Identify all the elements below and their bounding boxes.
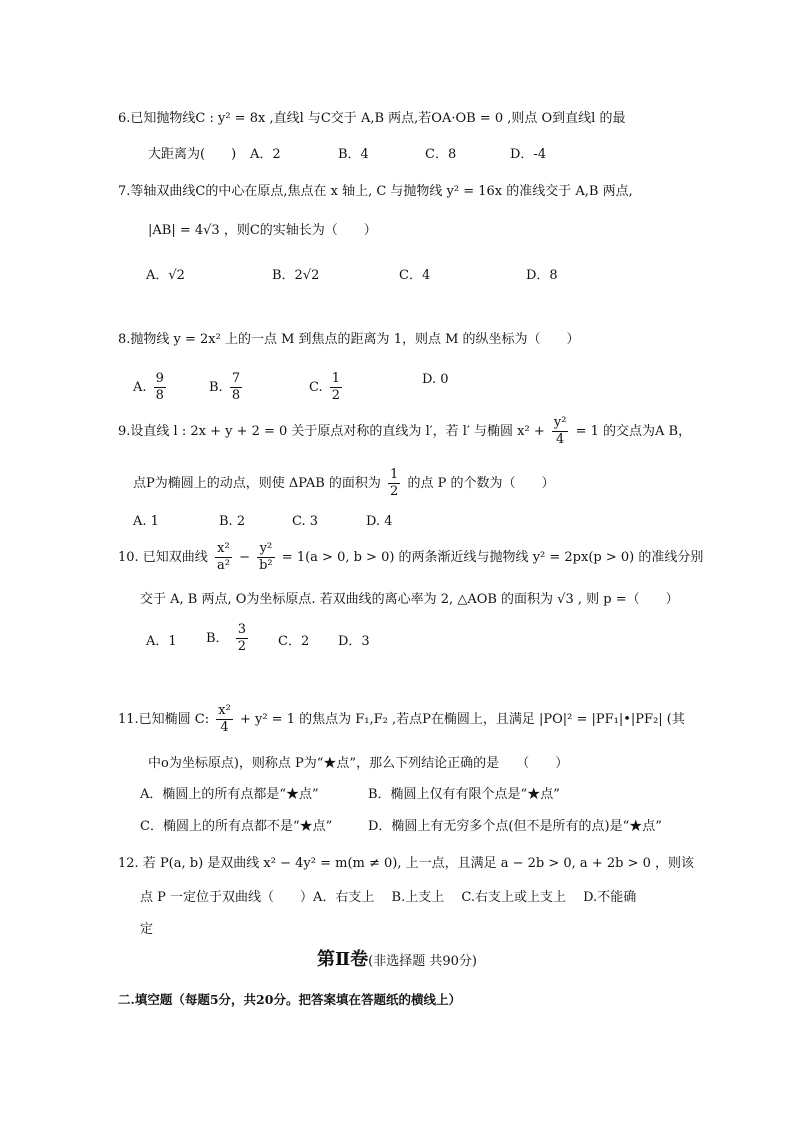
q11-frac-den: 4	[220, 720, 229, 735]
q10-option-b-num: 3	[237, 622, 246, 637]
q8-option-d: D. 0	[422, 372, 449, 387]
q10-frac-x-den: a²	[216, 558, 230, 573]
q10-option-b-den: 2	[237, 639, 246, 654]
q8-option-a	[133, 371, 169, 404]
q8-option-a-label: A.	[133, 380, 147, 395]
q8-option-c	[309, 371, 345, 404]
q6-option-b: B．4	[338, 147, 369, 162]
q9-stem-part1: 9.设直线 l : 2x + y + 2 = 0 关于原点对称的直线为 l′，若 l′ 与椭圆 x² +	[118, 424, 545, 439]
q11-option-b: B．椭圆上仅有有限个点是“★点”	[368, 787, 560, 802]
q9-option-c: C. 3	[292, 514, 319, 529]
q8-option-a-num: 9	[155, 371, 164, 386]
section-ii-subtitle: (非选择题 共90分)	[368, 954, 477, 969]
q9-stem-cont-frac-num: 1	[390, 467, 399, 482]
q6-stem: 6.已知抛物线C : y² = 8x ,直线l 与C交于 A,B 两点,若OA·OB = 0 ,则点 O到直线l 的最	[118, 111, 626, 126]
q10-minus: −	[239, 550, 250, 565]
q10-stem-part2: = 1(a > 0, b > 0) 的两条渐近线与抛物线 y² = 2px(p > 0) 的准线分别	[281, 550, 704, 565]
q9-stem-part2: = 1 的交点为A B，	[575, 424, 692, 439]
q7-option-c: C．4	[399, 268, 431, 283]
q8-option-b-label: B.	[209, 380, 223, 395]
q8-option-b-fraction	[230, 371, 242, 404]
q11-stem-cont: 中o为坐标原点)，则称点 P为“★点”，那么下列结论正确的是 （ ）	[148, 756, 569, 771]
fill-in-heading: 二.填空题（每题5分，共20分。把答案填在答题纸的横线上）	[118, 992, 461, 1007]
q10-frac-y-num: y²	[257, 541, 275, 558]
q12-stem-cont: 点 P 一定位于双曲线（ ）A．右支上 B.上支上 C.右支上或上支上 D.不能确	[140, 890, 637, 905]
section-ii-heading	[0, 948, 794, 974]
q8-options-row	[133, 360, 453, 403]
q6-stem-cont: 大距离为( )	[148, 147, 237, 162]
q7-option-b: B．2√2	[272, 268, 320, 283]
q9-stem-frac-num: y²	[553, 415, 567, 430]
q12-stem-cont2: 定	[140, 922, 154, 937]
q10-option-b	[206, 622, 251, 655]
q7-stem: 7.等轴双曲线C的中心在原点,焦点在 x 轴上, C 与抛物线 y² = 16x 的准线交于 A,B 两点,	[118, 184, 633, 199]
q10-option-a: A．1	[146, 634, 177, 649]
q9-stem	[118, 414, 691, 450]
q7-option-d: D．8	[526, 268, 558, 283]
q8-option-b-num: 7	[231, 371, 241, 386]
q8-option-c-fraction	[330, 371, 342, 404]
q7-stem-cont: |AB| = 4√3 ，则C的实轴长为（ ）	[148, 223, 377, 238]
q8-option-c-num: 1	[331, 371, 341, 386]
q10-stem-part1: 10. 已知双曲线	[118, 550, 208, 565]
q6-option-a: A．2	[250, 147, 281, 162]
q10-stem	[118, 540, 703, 576]
q9-stem-fraction	[552, 415, 569, 448]
q11-stem-fraction	[216, 703, 233, 736]
q8-option-a-fraction	[154, 371, 166, 404]
q10-option-d: D．3	[338, 634, 370, 649]
q9-stem-cont-frac-den: 2	[390, 484, 399, 499]
q8-option-c-den: 2	[331, 388, 341, 403]
q8-option-b	[209, 371, 245, 404]
q7-option-a: A．√2	[146, 268, 185, 283]
q10-option-c: C．2	[278, 634, 310, 649]
q10-frac-x	[215, 541, 232, 574]
q9-stem-cont-part1: 点P为椭圆上的动点，则使 ΔPAB 的面积为	[133, 476, 381, 491]
q8-option-b-den: 8	[231, 388, 241, 403]
q6-option-d: D．-4	[510, 147, 547, 162]
q11-option-a: A．椭圆上的所有点都是“★点”	[140, 787, 319, 802]
q9-stem-frac-den: 4	[556, 432, 565, 447]
q11-option-d: D．椭圆上有无穷多个点(但不是所有的点)是“★点”	[368, 819, 662, 834]
q10-stem-cont: 交于 A, B 两点, O为坐标原点. 若双曲线的离心率为 2, △AOB 的面积为 √3 , 则 p =（ ）	[140, 592, 679, 607]
q9-option-a: A. 1	[133, 514, 159, 529]
q8-stem: 8.抛物线 y = 2x² 上的一点 M 到焦点的距离为 1，则点 M 的纵坐标为（ ）	[118, 332, 580, 347]
q9-stem-cont	[133, 466, 554, 502]
q11-stem-part1: 11.已知椭圆 C:	[118, 712, 210, 727]
q11-stem-part2: + y² = 1 的焦点为 F₁,F₂ ,若点P在椭圆上，且满足 |PO|² = |PF₁|•|PF₂| (其	[239, 712, 685, 727]
q10-frac-x-num: x²	[215, 541, 232, 558]
q11-frac-num: x²	[218, 703, 231, 718]
q12-stem: 12. 若 P(a, b) 是双曲线 x² − 4y² = m(m ≠ 0), 上一点，且满足 a − 2b > 0, a + 2b > 0 ，则该	[118, 856, 694, 871]
q9-stem-cont-fraction	[388, 467, 400, 500]
q6-option-c: C．8	[425, 147, 457, 162]
q11-stem	[118, 702, 685, 738]
section-ii-title: 第Ⅱ卷	[317, 949, 369, 970]
q10-options-row	[146, 622, 386, 662]
q9-option-b: B. 2	[219, 514, 246, 529]
q10-frac-y	[257, 541, 275, 574]
q10-option-b-fraction	[236, 622, 248, 655]
q11-option-c: C．椭圆上的所有点都不是“★点”	[140, 819, 333, 834]
q8-option-a-den: 8	[155, 388, 164, 403]
q9-option-d: D. 4	[366, 514, 393, 529]
q10-frac-y-den: b²	[259, 558, 273, 573]
q9-stem-cont-part2: 的点 P 的个数为（ ）	[407, 476, 555, 491]
q8-option-c-label: C.	[309, 380, 323, 395]
q10-option-b-label: B．	[206, 631, 229, 646]
